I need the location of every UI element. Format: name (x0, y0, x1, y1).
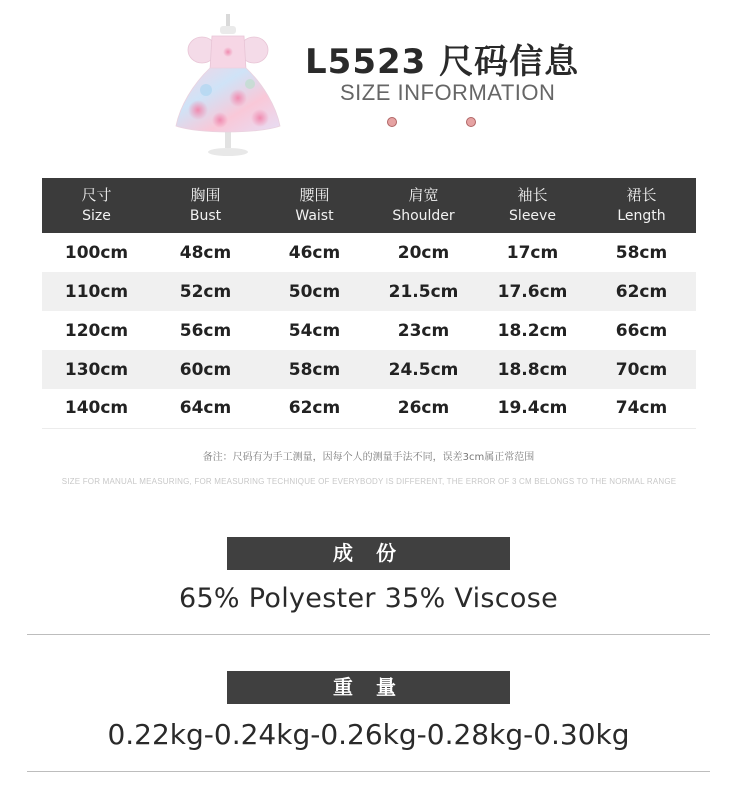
table-cell: 56cm (179, 320, 232, 341)
page-subtitle: SIZE INFORMATION (340, 80, 556, 105)
table-cell: 17.6cm (497, 281, 568, 302)
column-header-zh: 袖长 (517, 185, 548, 204)
table-cell: 19.4cm (478, 389, 587, 428)
table-header-row (42, 178, 696, 233)
measurement-note-en: SIZE FOR MANUAL MEASURING, FOR MEASURING TECHNIQUE OF EVERYBODY IS DIFFERENT, THE ERROR OF 3 CM BELONGS TO THE NORMAL RANGE (61, 477, 677, 486)
divider (27, 634, 710, 635)
table-cell: 20cm (397, 242, 450, 263)
table-cell: 130cm (64, 359, 129, 380)
table-cell: 17cm (506, 242, 559, 263)
table-cell: 23cm (397, 320, 450, 341)
table-cell: 58cm (288, 359, 341, 380)
table-cell: 62cm (260, 389, 369, 428)
column-header-zh: 裙长 (626, 185, 657, 204)
table-cell: 46cm (288, 242, 341, 263)
column-header-shoulder (369, 178, 478, 233)
composition-label: 成 份 (227, 537, 510, 570)
table-cell: 74cm (587, 389, 696, 428)
table-cell: 120cm (64, 320, 129, 341)
table-cell: 21.5cm (388, 281, 459, 302)
size-table (42, 178, 696, 429)
table-cell: 24.5cm (388, 359, 459, 380)
table-cell: 110cm (64, 281, 129, 302)
table-row (42, 233, 696, 272)
table-row (42, 272, 696, 311)
column-header-sleeve (478, 178, 587, 233)
column-header-en: Bust (189, 207, 222, 224)
page-title: L5523 尺码信息 (305, 42, 580, 82)
table-row (42, 350, 696, 389)
table-cell: 66cm (615, 320, 668, 341)
column-header-zh: 肩宽 (408, 185, 439, 204)
measurement-note-zh: 备注：尺码有为手工测量，因每个人的测量手法不同，误差3cm属正常范围 (202, 452, 535, 463)
column-header-bust (151, 178, 260, 233)
decorative-dot (387, 117, 397, 127)
composition-value: 65% Polyester 35% Viscose (178, 583, 559, 614)
column-header-en: Size (82, 207, 111, 224)
table-cell: 62cm (615, 281, 668, 302)
weight-value: 0.22kg-0.24kg-0.26kg-0.28kg-0.30kg (107, 718, 630, 751)
decorative-dot (466, 117, 476, 127)
table-cell: 54cm (288, 320, 341, 341)
table-cell: 64cm (151, 389, 260, 428)
column-header-size (42, 178, 151, 233)
table-cell: 100cm (64, 242, 129, 263)
table-cell: 70cm (615, 359, 668, 380)
weight-label: 重 量 (227, 671, 510, 704)
column-header-zh: 胸围 (190, 185, 221, 204)
column-header-zh: 尺寸 (81, 185, 112, 204)
table-cell: 52cm (179, 281, 232, 302)
header (0, 0, 737, 170)
column-header-zh: 腰围 (299, 185, 330, 204)
column-header-en: Sleeve (509, 207, 556, 224)
table-row (42, 311, 696, 350)
table-cell: 50cm (288, 281, 341, 302)
table-cell: 18.8cm (497, 359, 568, 380)
column-header-waist (260, 178, 369, 233)
column-header-length (587, 178, 696, 233)
column-header-en: Length (617, 207, 666, 224)
table-cell: 48cm (179, 242, 232, 263)
table-cell: 58cm (615, 242, 668, 263)
table-cell: 18.2cm (497, 320, 568, 341)
column-header-en: Shoulder (392, 207, 455, 224)
column-header-en: Waist (295, 207, 334, 224)
table-cell: 140cm (42, 389, 151, 428)
table-row (42, 389, 696, 428)
table-cell: 26cm (369, 389, 478, 428)
divider (27, 771, 710, 772)
dress-illustration (168, 14, 288, 159)
table-cell: 60cm (179, 359, 232, 380)
